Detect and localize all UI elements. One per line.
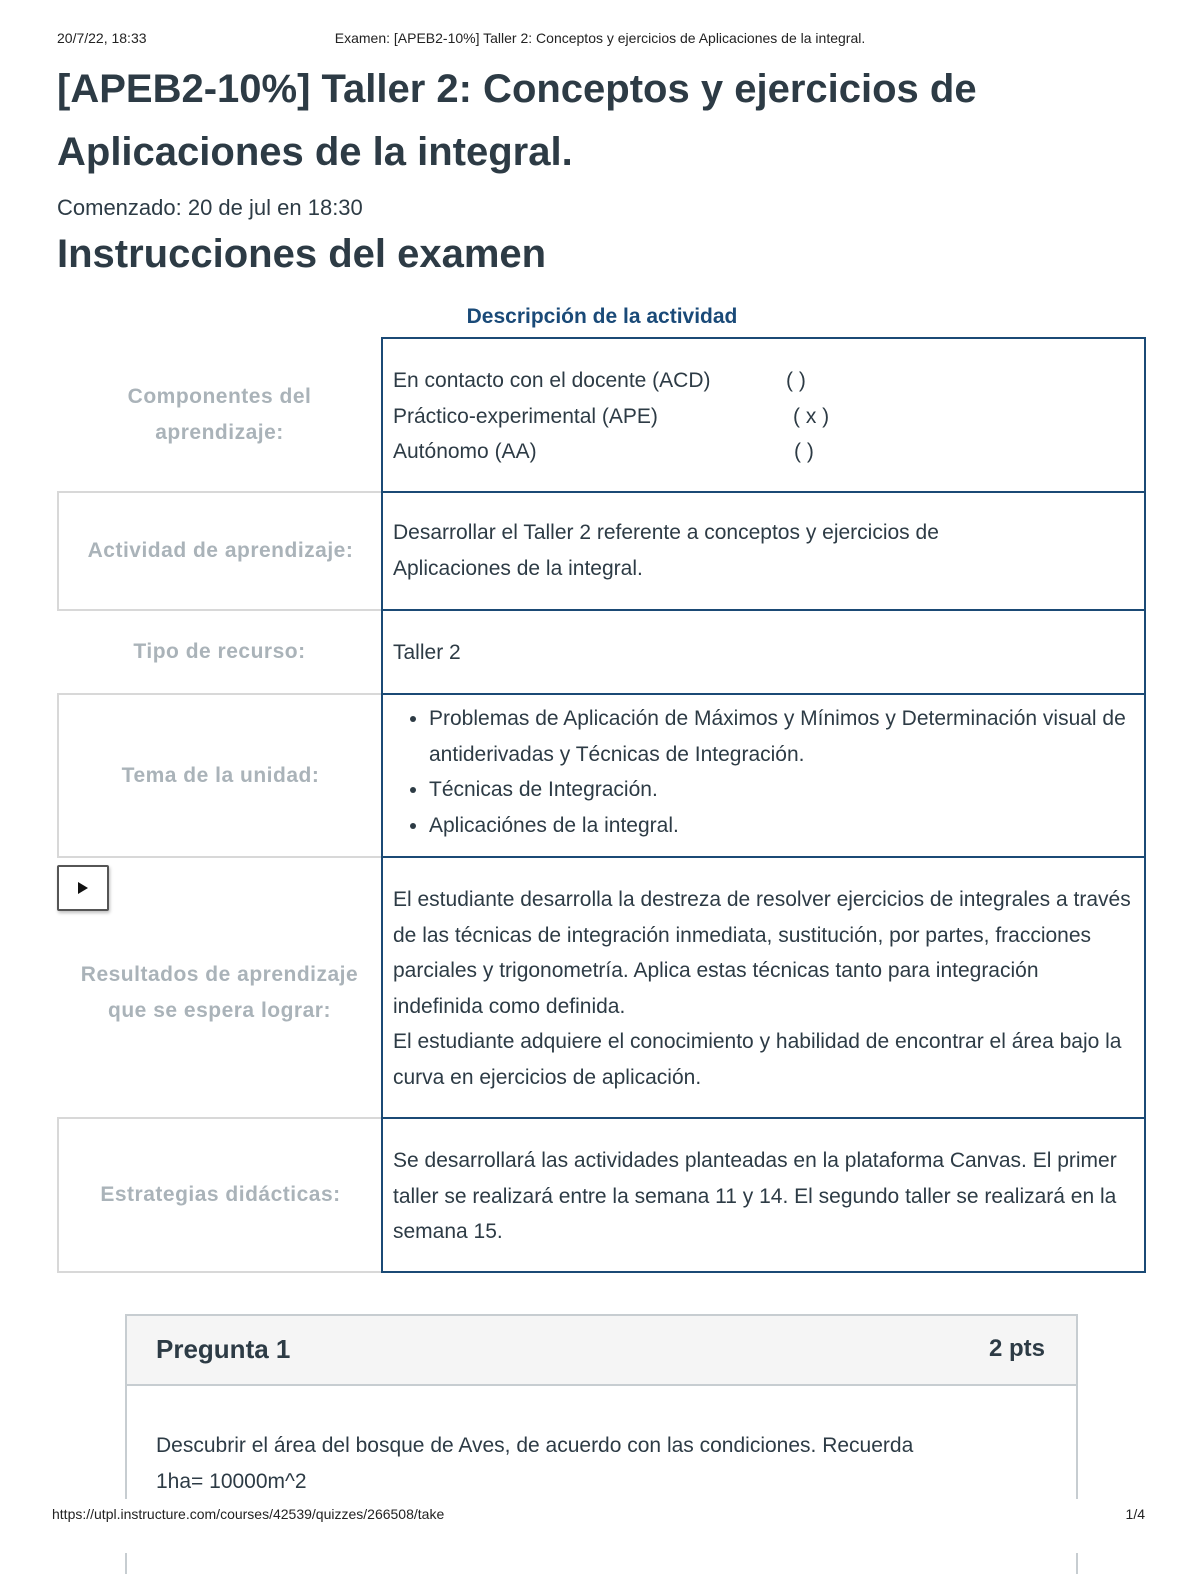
value-results	[381, 856, 1146, 1118]
value-topic	[381, 693, 1146, 857]
value-resource: Taller 2	[381, 609, 1146, 694]
question-points: 2 pts	[988, 1335, 1045, 1362]
label-strategies: Estrategias didácticas:	[57, 1117, 382, 1273]
results-paragraph-1: El estudiante desarrolla la destreza de resolver ejercicios de integrales a través de las técnicas de integración inmediata, sustitución, por partes, fracciones parciales y trigonometría. Aplica estas técnicas tanto para integración indefinida como definida.	[393, 888, 1131, 1018]
value-activity: Desarrollar el Taller 2 referente a conceptos y ejercicios de Aplicaciones de la integral.	[381, 491, 1146, 610]
results-paragraph-2: El estudiante adquiere el conocimiento y habilidad de encontrar el área bajo la curva en ejercicios de aplicación.	[393, 1030, 1122, 1089]
print-footer	[52, 1506, 1145, 1526]
topic-list	[393, 701, 1134, 843]
quiz-title: [APEB2-10%] Taller 2: Conceptos y ejercicios de Aplicaciones de la integral.	[57, 67, 977, 174]
label-activity: Actividad de aprendizaje:	[57, 491, 382, 611]
label-components: Componentes del aprendizaje:	[127, 384, 312, 444]
quiz-started: Comenzado: 20 de jul en 18:30	[57, 195, 363, 220]
print-url: https://utpl.instructure.com/courses/42539/quizzes/266508/take	[52, 1506, 445, 1522]
instructions-heading: Instrucciones del examen	[57, 232, 547, 276]
play-icon	[78, 882, 88, 894]
print-page-number: 1/4	[1125, 1506, 1145, 1522]
table-caption: Descripción de la actividad	[466, 305, 738, 328]
component-item: En contacto con el docente (ACD) ( )	[393, 369, 806, 392]
topic-item: • Problemas de Aplicación de Máximos y Mínimos y Determinación visual de antiderivadas y Técnicas de Integración.	[429, 701, 1134, 772]
label-results: Resultados de aprendizaje que se espera lograr:	[80, 963, 359, 1022]
topic-item: • Aplicaciónes de la integral.	[429, 808, 1134, 844]
value-components	[381, 337, 1146, 492]
play-button[interactable]	[57, 865, 109, 911]
label-resource: Tipo de recurso:	[133, 640, 306, 663]
topic-item: • Técnicas de Integración.	[429, 772, 1134, 808]
question-header	[127, 1316, 1076, 1386]
question-name: Pregunta 1	[156, 1334, 291, 1364]
print-datetime: 20/7/22, 18:33	[57, 30, 147, 46]
print-header	[57, 30, 1143, 50]
question-text: Descubrir el área del bosque de Aves, de acuerdo con las condiciones. Recuerda 1ha= 10000m^2	[156, 1434, 914, 1493]
component-item: Autónomo (AA) ( )	[393, 440, 814, 463]
print-page-title: Examen: [APEB2-10%] Taller 2: Conceptos y ejercicios de Aplicaciones de la integral.	[334, 30, 866, 46]
component-item: Práctico-experimental (APE) ( x )	[393, 404, 830, 428]
value-strategies: Se desarrollará las actividades planteadas en la plataforma Canvas. El primer taller se realizará entre la semana 11 y 14. El segundo taller se realizará en la semana 15.	[381, 1117, 1146, 1273]
label-topic: Tema de la unidad:	[57, 693, 382, 858]
